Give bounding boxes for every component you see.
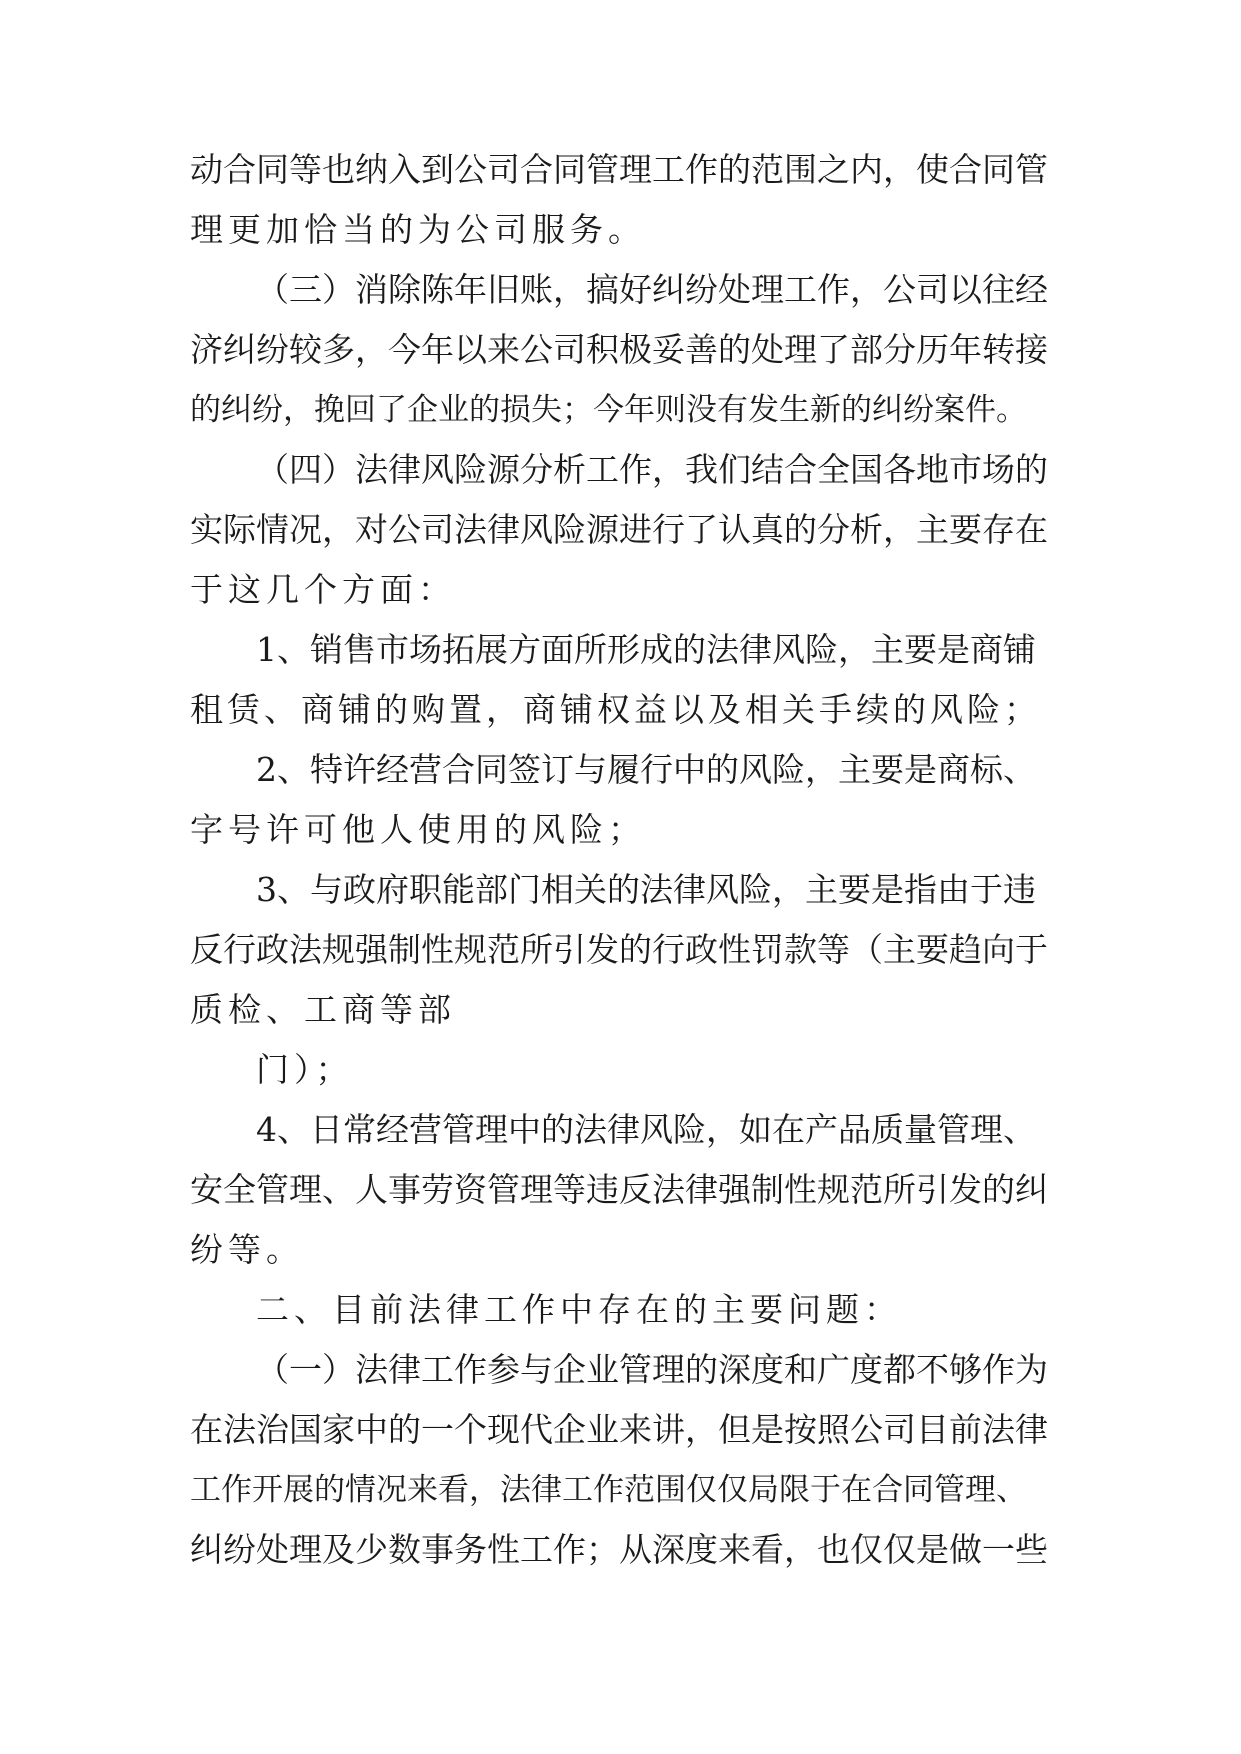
list-item-4: 4、日常经营管理中的法律风险，如在产品质量管理、 — [256, 1110, 1036, 1149]
text-line: 反行政法规强制性规范所引发的行政性罚款等（主要趋向于 — [190, 930, 1048, 969]
text-line: 工作开展的情况来看，法律工作范围仅仅局限于在合同管理、 — [190, 1472, 1027, 1508]
list-item-1: 1、销售市场拓展方面所形成的法律风险，主要是商铺 — [256, 630, 1036, 669]
section-heading-3: （三）消除陈年旧账，搞好纠纷处理工作，公司以往经 — [256, 270, 1048, 309]
section-heading-2: 二、目前法律工作中存在的主要问题： — [256, 1290, 902, 1329]
text-line: 安全管理、人事劳资管理等违反法律强制性规范所引发的纠 — [190, 1170, 1048, 1209]
text-line: 济纠纷较多，今年以来公司积极妥善的处理了部分历年转接 — [190, 330, 1048, 369]
list-item-3: 3、与政府职能部门相关的法律风险，主要是指由于违 — [256, 870, 1036, 909]
document-page — [190, 140, 1050, 1620]
text-line: 纷等。 — [190, 1230, 304, 1269]
text-line: 于这几个方面： — [190, 570, 456, 609]
text-line: 实际情况，对公司法律风险源进行了认真的分析，主要存在 — [190, 510, 1048, 549]
list-item-2: 2、特许经营合同签订与履行中的风险，主要是商标、 — [256, 750, 1036, 789]
text-line: 质检、工商等部 — [190, 990, 456, 1029]
text-line: 的纠纷，挽回了企业的损失；今年则没有发生新的纠纷案件。 — [190, 392, 1027, 428]
text-line: 动合同等也纳入到公司合同管理工作的范围之内，使合同管 — [190, 150, 1048, 189]
text-line: 门）； — [256, 1050, 354, 1089]
text-line: 租赁、商铺的购置，商铺权益以及相关手续的风险； — [190, 690, 1041, 729]
section-heading-4: （四）法律风险源分析工作，我们结合全国各地市场的 — [256, 450, 1048, 489]
text-line: 在法治国家中的一个现代企业来讲，但是按照公司目前法律 — [190, 1410, 1048, 1449]
text-line: 字号许可他人使用的风险； — [190, 810, 646, 849]
subsection-heading-1: （一）法律工作参与企业管理的深度和广度都不够作为 — [256, 1350, 1048, 1389]
text-line: 纠纷处理及少数事务性工作；从深度来看，也仅仅是做一些 — [190, 1530, 1048, 1569]
text-line: 理更加恰当的为公司服务。 — [190, 210, 646, 249]
